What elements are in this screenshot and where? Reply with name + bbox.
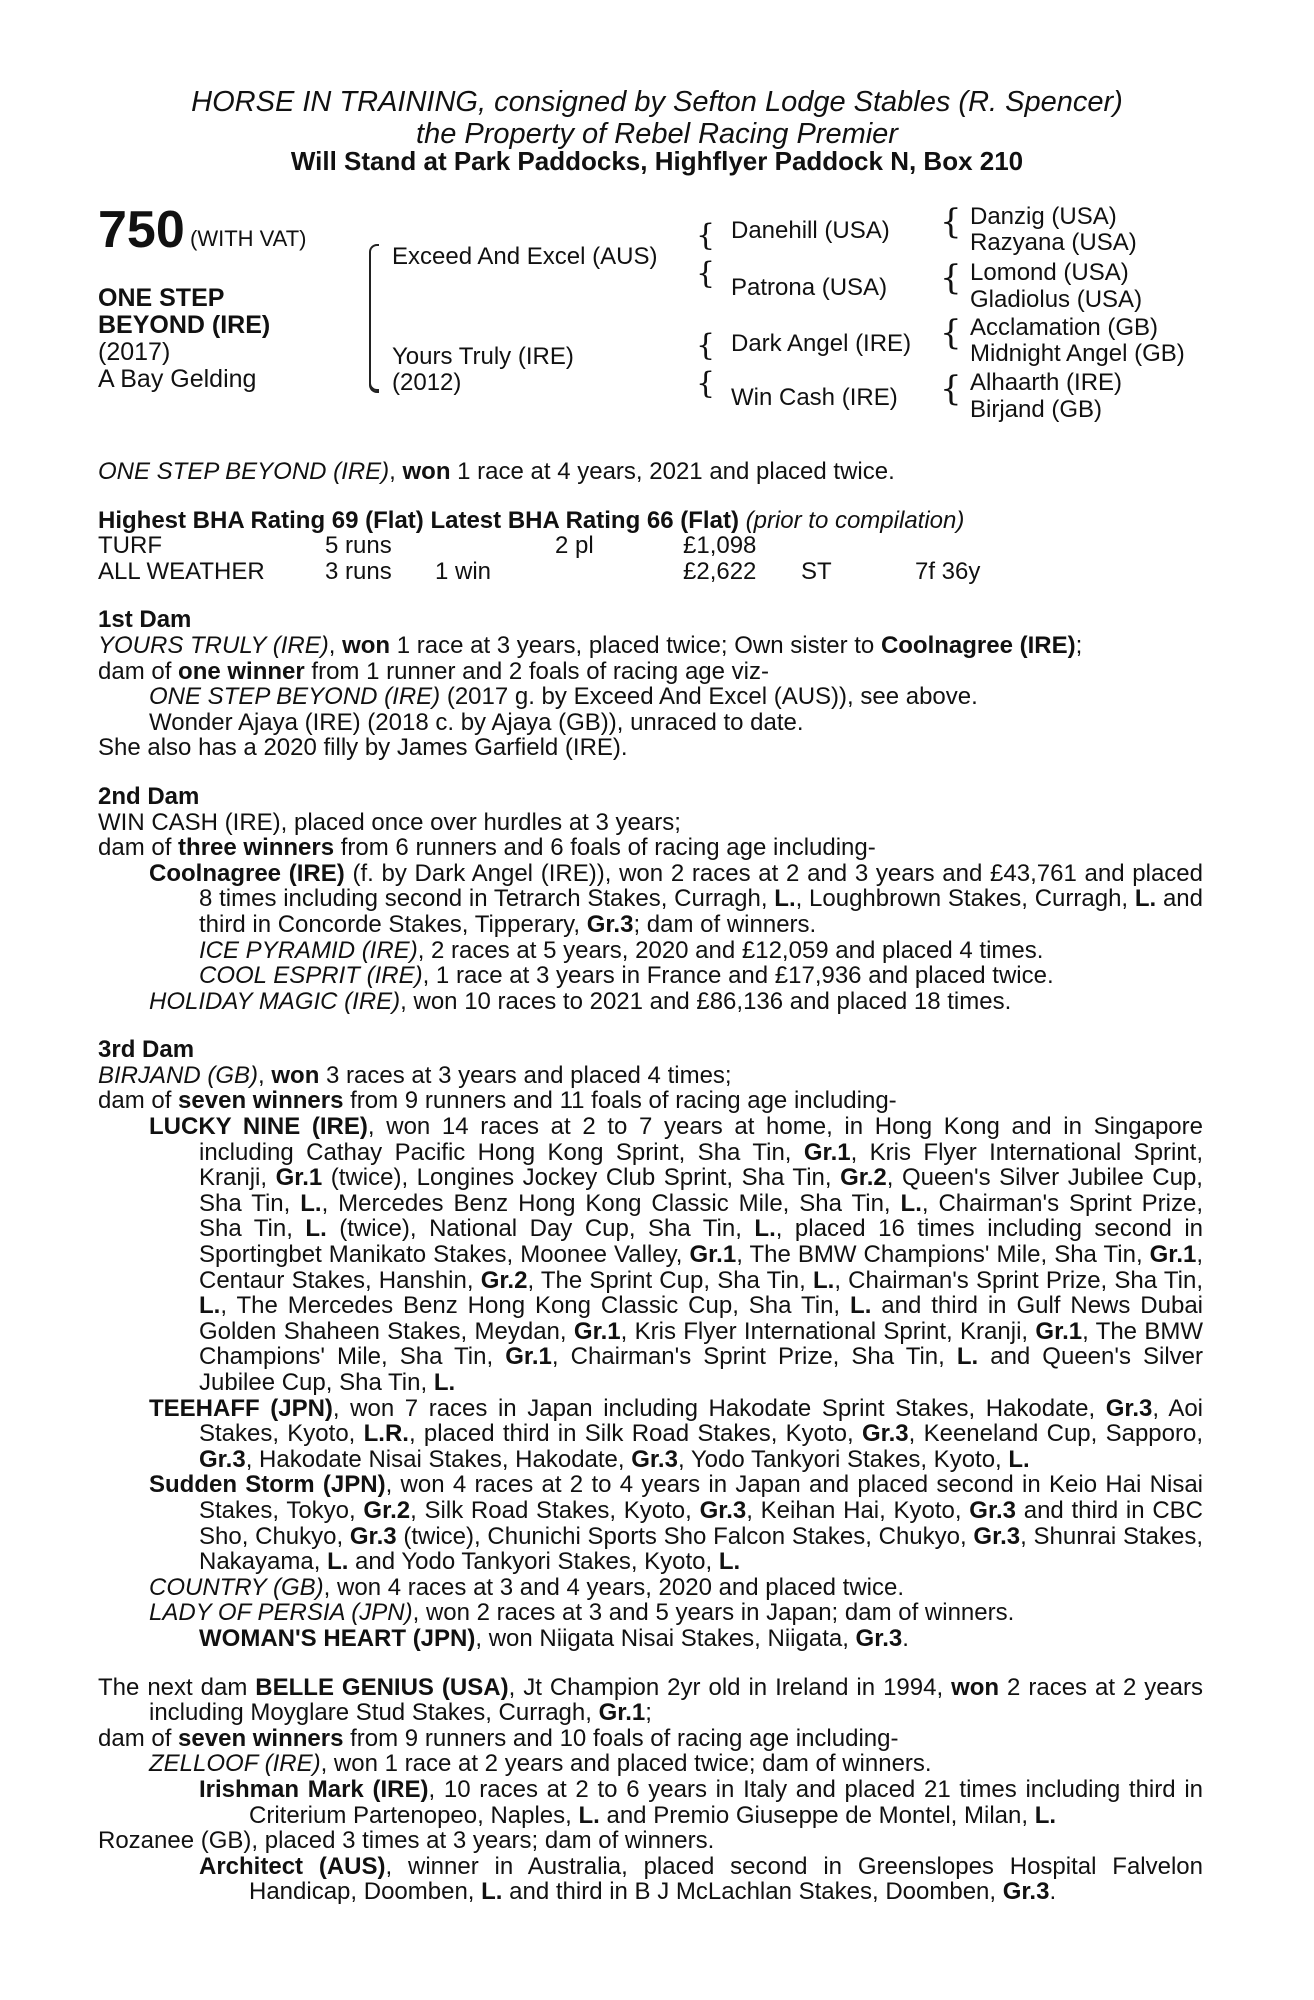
bold-text: Gr.1: [275, 1164, 323, 1192]
bold-text: Gr.3: [1002, 1878, 1050, 1906]
bold-text: L.: [850, 1292, 872, 1320]
bha-rating: Highest BHA Rating 69 (Flat) Latest BHA Rating 66 (Flat) (prior to compilation): [98, 506, 965, 534]
text-run: , The BMW Champions' Mile, Sha Tin,: [199, 1317, 1204, 1371]
text-run: and third in Gulf News Dubai Golden Shaheen Stakes, Meydan,: [199, 1292, 1204, 1345]
first-dam-title: 1st Dam: [98, 606, 192, 634]
bold-text: Gr.3: [631, 1445, 678, 1473]
text-run: , The Sprint Cup, Sha Tin,: [527, 1266, 813, 1294]
bold-text: Gr.1: [598, 1699, 646, 1727]
produce-lady-of-persia: LADY OF PERSIA (JPN), won 2 races at 3 and 5 years in Japan; dam of winners.: [149, 1599, 1015, 1627]
bold-text: L.: [718, 1548, 741, 1576]
record-row-turf: TURF 5 runs 2 pl £1,098: [98, 532, 757, 560]
brace-sd: {: [940, 258, 962, 298]
horse-name-line1: ONE STEP: [98, 284, 225, 312]
text-run: , Chairman's Sprint Prize, Sha Tin,: [551, 1343, 957, 1371]
pedigree-dds: Alhaarth (IRE): [970, 369, 1123, 396]
brace-ds: {: [940, 313, 962, 353]
text-run: (twice), Longines Jockey Club Sprint, Sha Tin,: [322, 1164, 841, 1192]
text-run: , Kris Flyer International Sprint, Kranji,: [199, 1138, 1204, 1192]
text-run: 2 races at 2 years including Moyglare Stud Stakes, Curragh,: [149, 1673, 1203, 1727]
produce-architect: [98, 1854, 1203, 1905]
produce-teehaff: [98, 1396, 1203, 1473]
text-run: , Yodo Tankyori Stakes, Kyoto,: [677, 1445, 1009, 1473]
bold-text: TEEHAFF (JPN): [149, 1394, 333, 1422]
bold-text: Gr.3: [199, 1445, 246, 1473]
produce-rozanee: Rozanee (GB), placed 3 times at 3 years; dam of winners.: [98, 1827, 715, 1855]
bold-text: Gr.2: [480, 1266, 528, 1294]
lot-number: 750: [98, 201, 185, 259]
text-run: , Aoi Stakes, Kyoto,: [199, 1394, 1204, 1448]
pedigree-dam: Yours Truly (IRE): [392, 343, 574, 370]
bold-text: Gr.3: [861, 1420, 909, 1448]
text-run: and Yodo Tankyori Stakes, Kyoto,: [348, 1548, 719, 1576]
bold-text: L.: [300, 1189, 322, 1217]
brace-dd: {: [940, 369, 962, 409]
horse-description: A Bay Gelding: [98, 365, 257, 393]
text-run: , won 14 races at 2 to 7 years at home, in Hong Kong and in Singapore including Cathay Pacific Hong Kong Sprint, Sha Tin,: [199, 1113, 1203, 1166]
bold-text: Gr.3: [969, 1496, 1016, 1524]
race-summary: ONE STEP BEYOND (IRE), won 1 race at 4 years, 2021 and placed twice.: [98, 458, 895, 485]
produce-cool-esprit: COOL ESPRIT (IRE), 1 race at 3 years in France and £17,936 and placed twice.: [199, 962, 1054, 990]
bold-text: Gr.1: [1035, 1317, 1083, 1345]
pedigree-brace-dam: [369, 325, 379, 391]
bold-text: L.: [481, 1878, 503, 1906]
text-run: , Centaur Stakes, Hanshin,: [199, 1241, 1204, 1294]
bold-text: L.: [433, 1369, 456, 1396]
bold-text: L.: [578, 1801, 600, 1829]
bold-text: L.: [327, 1548, 349, 1576]
produce-holiday-magic: HOLIDAY MAGIC (IRE), won 10 races to 2021 and £86,136 and placed 18 times.: [149, 987, 1012, 1015]
text-run: , Shunrai Stakes, Nakayama,: [199, 1522, 1204, 1576]
text-run: , Keeneland Cup, Sapporo,: [908, 1420, 1203, 1448]
bold-text: Gr.3: [1105, 1394, 1153, 1422]
pedigree-dam-sire: Dark Angel (IRE): [731, 330, 912, 357]
bold-text: L.: [956, 1343, 979, 1371]
produce-country: COUNTRY (GB), won 4 races at 3 and 4 years, 2020 and placed twice.: [149, 1573, 905, 1601]
text-run: , won 4 races at 2 to 4 years in Japan and placed second in Keio Hai Nisai Stakes, Tokyo,: [199, 1471, 1204, 1524]
text-run: .: [1049, 1878, 1057, 1906]
next-dam-produce: dam of seven winners from 9 runners and 10 foals of racing age including-: [98, 1724, 899, 1752]
text-run: ;: [645, 1699, 652, 1727]
produce-irishman-mark: [98, 1777, 1203, 1828]
bold-text: L.: [1008, 1445, 1030, 1473]
pedigree-brace-sire-line-2: {: [696, 256, 716, 291]
second-dam-produce: dam of three winners from 6 runners and 6 foals of racing age including-: [98, 834, 876, 862]
horse-year: (2017): [98, 338, 171, 366]
pedigree-ssd: Razyana (USA): [970, 229, 1137, 256]
text-run: , Chairman's Sprint Prize, Sha Tin,: [199, 1189, 1203, 1243]
text-run: , Chairman's Sprint Prize, Sha Tin,: [834, 1266, 1204, 1294]
bold-text: Gr.2: [363, 1496, 411, 1524]
pedigree-dam-year: (2012): [392, 369, 462, 396]
produce-ice-pyramid: ICE PYRAMID (IRE), 2 races at 5 years, 2020 and £12,059 and placed 4 times.: [199, 936, 1044, 964]
text-run: , Kris Flyer International Sprint, Kranji,: [620, 1317, 1036, 1345]
second-dam-line: WIN CASH (IRE), placed once over hurdles at 3 years;: [98, 808, 681, 836]
catalogue-body: [98, 459, 1203, 1905]
bold-text: L.: [812, 1266, 835, 1294]
bold-text: Gr.1: [689, 1241, 737, 1269]
pedigree-sss: Danzig (USA): [970, 203, 1117, 230]
bold-text: Gr.2: [840, 1164, 887, 1192]
text-run: , winner in Australia, placed second in Greenslopes Hospital Falvelon Handicap, Doomben,: [249, 1852, 1203, 1906]
consignor-line: HORSE IN TRAINING, consigned by Sefton Lodge Stables (R. Spencer): [191, 86, 1123, 118]
text-run: , Jt Champion 2yr old in Ireland in 1994,: [508, 1673, 952, 1701]
text-run: , 10 races at 2 to 6 years in Italy and placed 21 times including third in Criterium Partenopeo, Naples,: [249, 1775, 1203, 1829]
text-run: , Queen's Silver Jubilee Cup, Sha Tin,: [199, 1164, 1203, 1217]
first-dam-produce: dam of one winner from 1 runner and 2 foals of racing age viz-: [98, 657, 769, 685]
produce-one-step-beyond: ONE STEP BEYOND (IRE) (2017 g. by Exceed And Excel (AUS)), see above.: [149, 683, 978, 711]
text-run: and third in B J McLachlan Stakes, Doomben,: [502, 1878, 1003, 1906]
third-dam-line: BIRJAND (GB), won 3 races at 3 years and placed 4 times;: [98, 1061, 732, 1089]
text-run: , Silk Road Stakes, Kyoto,: [410, 1496, 700, 1524]
bold-text: Sudden Storm (JPN): [149, 1471, 386, 1499]
text-run: The next dam: [98, 1673, 256, 1701]
pedigree-sire-sire: Danehill (USA): [731, 217, 890, 244]
bold-text: Gr.3: [699, 1496, 747, 1524]
bold-text: Gr.3: [973, 1522, 1021, 1550]
bold-text: BELLE GENIUS (USA): [255, 1673, 509, 1701]
pedigree-dsd: Midnight Angel (GB): [970, 340, 1185, 367]
bold-text: L.: [199, 1292, 221, 1320]
bold-text: Gr.1: [505, 1343, 552, 1371]
produce-coolnagree: Coolnagree (IRE) (f. by Dark Angel (IRE)), won 2 races at 2 and 3 years and £43,761 and placed 8 times including second in Tetrarch Stakes, Curragh, L., Loughbrown Stakes, Curragh, L. and third in Concorde Stakes, Tipperary, Gr.3; dam of winners.: [149, 859, 1203, 938]
pedigree-dam-dam: Win Cash (IRE): [731, 384, 898, 411]
produce-2020-filly: She also has a 2020 filly by James Garfield (IRE).: [98, 734, 628, 762]
third-dam-produce: dam of seven winners from 9 runners and 11 foals of racing age including-: [98, 1087, 897, 1115]
location-line: Will Stand at Park Paddocks, Highflyer Paddock N, Box 210: [290, 146, 1024, 176]
text-run: (twice), Chunichi Sports Sho Falcon Stakes, Chukyo,: [396, 1522, 974, 1550]
pedigree-sds: Lomond (USA): [970, 259, 1129, 286]
bold-text: L.: [305, 1215, 327, 1243]
text-run: and Queen's Silver Jubilee Cup, Sha Tin,: [199, 1343, 1203, 1396]
first-dam-line: YOURS TRULY (IRE), won 1 race at 3 years, placed twice; Own sister to Coolnagree (IRE);: [98, 631, 1083, 659]
text-run: , placed third in Silk Road Stakes, Kyoto,: [408, 1420, 862, 1448]
bold-text: L.: [1034, 1801, 1057, 1829]
second-dam-title: 2nd Dam: [98, 782, 200, 810]
bold-text: Gr.1: [1149, 1241, 1197, 1269]
horse-details: [98, 285, 270, 393]
text-run: , The BMW Champions' Mile, Sha Tin,: [736, 1241, 1150, 1269]
bold-text: won: [951, 1673, 1000, 1701]
bold-text: Gr.3: [349, 1522, 397, 1550]
bold-text: L.: [900, 1189, 922, 1217]
brace-ss: {: [940, 202, 962, 242]
property-line: the Property of Rebel Racing Premier: [416, 118, 898, 150]
vat-note: (WITH VAT): [190, 226, 307, 251]
next-dam-line: [98, 1675, 1203, 1726]
pedigree-ddd: Birjand (GB): [970, 396, 1103, 423]
produce-womans-heart: WOMAN'S HEART (JPN), won Niigata Nisai Stakes, Niigata, Gr.3.: [199, 1624, 909, 1652]
record-row-all-weather: ALL WEATHER 3 runs 1 win £2,622 ST 7f 36y: [98, 557, 981, 585]
bold-text: Irishman Mark (IRE): [199, 1775, 429, 1803]
text-run: and third in CBC Sho, Chukyo,: [199, 1496, 1203, 1550]
text-run: , won 7 races in Japan including Hakodate Sprint Stakes, Hakodate,: [332, 1394, 1106, 1422]
bold-text: Gr.1: [573, 1317, 621, 1345]
produce-sudden-storm: [98, 1472, 1203, 1574]
pedigree-sire-dam: Patrona (USA): [731, 274, 888, 301]
pedigree-brace-dam-line: {: [696, 328, 716, 363]
text-run: , Keihan Hai, Kyoto,: [746, 1496, 970, 1524]
pedigree-dss: Acclamation (GB): [970, 314, 1159, 341]
pedigree-sdd: Gladiolus (USA): [970, 286, 1143, 313]
bold-text: LUCKY NINE (IRE): [149, 1113, 368, 1141]
pedigree-brace-dam-line-2: {: [696, 366, 716, 401]
pedigree-brace-sire-line: {: [696, 218, 716, 253]
text-run: , Mercedes Benz Hong Kong Classic Mile, Sha Tin,: [321, 1189, 901, 1217]
produce-zelloof: ZELLOOF (IRE), won 1 race at 2 years and placed twice; dam of winners.: [149, 1750, 932, 1778]
bold-text: L.: [754, 1215, 776, 1243]
text-run: , The Mercedes Benz Hong Kong Classic Cup, Sha Tin,: [220, 1292, 851, 1320]
produce-lucky-nine: [98, 1114, 1203, 1396]
text-run: (twice), National Day Cup, Sha Tin,: [326, 1215, 755, 1243]
text-run: , Hakodate Nisai Stakes, Hakodate,: [245, 1445, 632, 1473]
text-run: , placed 16 times including second in Sportingbet Manikato Stakes, Moonee Valley,: [199, 1215, 1204, 1269]
horse-name-line2: BEYOND (IRE): [98, 311, 271, 339]
pedigree-sire: Exceed And Excel (AUS): [392, 243, 658, 270]
bold-text: Gr.1: [803, 1138, 851, 1166]
text-run: and Premio Giuseppe de Montel, Milan,: [599, 1801, 1035, 1829]
third-dam-title: 3rd Dam: [98, 1036, 195, 1064]
produce-wonder-ajaya: Wonder Ajaya (IRE) (2018 c. by Ajaya (GB)), unraced to date.: [149, 708, 804, 736]
bold-text: Architect (AUS): [199, 1852, 386, 1880]
bold-text: L.R.: [363, 1420, 409, 1448]
